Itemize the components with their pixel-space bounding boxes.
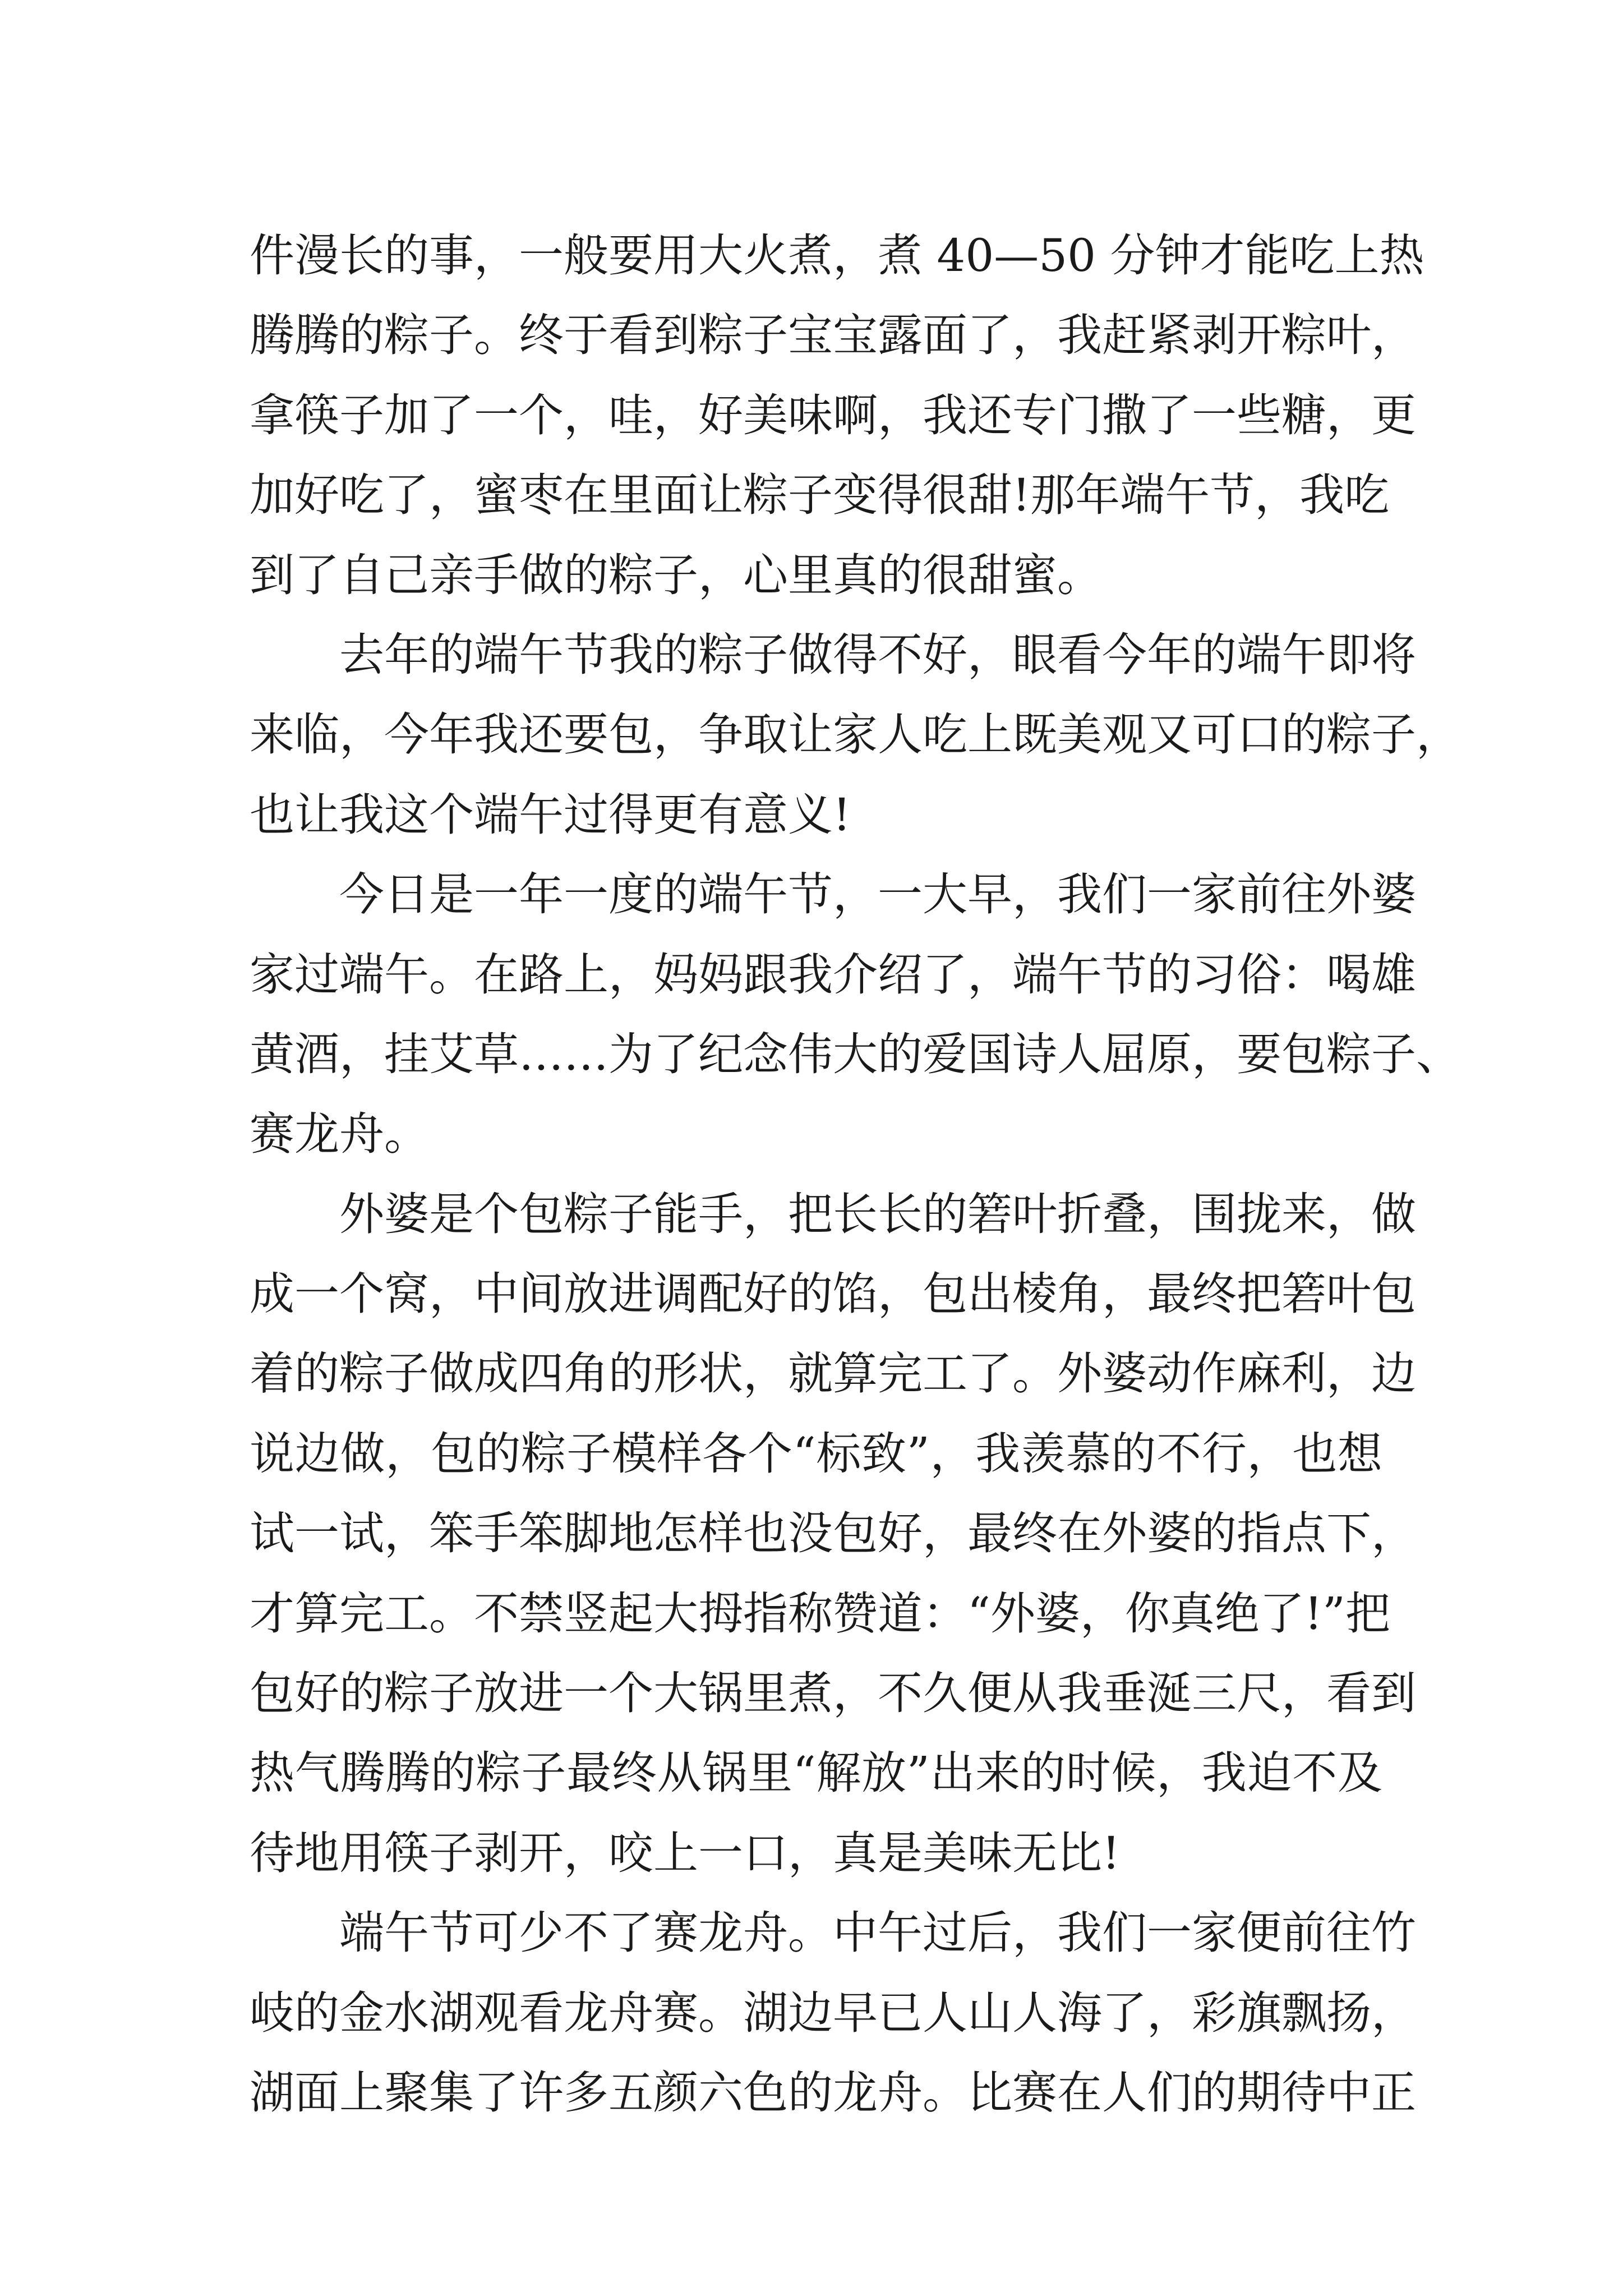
text-line: 也让我这个端午过得更有意义!: [250, 788, 851, 841]
paragraph: [250, 1175, 1416, 1894]
paragraph: [250, 216, 1424, 615]
paragraph: [250, 855, 1461, 1175]
text-line: 黄酒，挂艾草……为了纪念伟大的爱国诗人屈原，要包粽子、: [250, 1028, 1461, 1080]
text-line: 外婆是个包粽子能手，把长长的箬叶折叠，围拢来，做: [339, 1188, 1416, 1240]
text-line: 家过端午。在路上，妈妈跟我介绍了，端午节的习俗：喝雄: [250, 948, 1416, 1001]
text-line: 赛龙舟。: [250, 1108, 429, 1161]
text-line: 待地用筷子剥开，咬上一口，真是美味无比!: [250, 1826, 1121, 1879]
paragraph: [250, 615, 1461, 855]
text-line: 去年的端午节我的粽子做得不好，眼看今年的端午即将: [339, 628, 1416, 681]
text-line: 到了自己亲手做的粽子，心里真的很甜蜜。: [250, 549, 1102, 601]
text-line: 说边做，包的粽子模样各个“标致”，我羡慕的不行，也想: [250, 1427, 1382, 1480]
text-line: 端午节可少不了赛龙舟。中午过后，我们一家便前往竹: [339, 1907, 1416, 1959]
text-line: 热气腾腾的粽子最终从锅里“解放”出来的时候，我迫不及: [250, 1747, 1382, 1800]
text-line: 来临，今年我还要包，争取让家人吃上既美观又可口的粽子，: [250, 708, 1461, 761]
paragraph: [250, 1893, 1416, 2133]
text-line: 湖面上聚集了许多五颜六色的龙舟。比赛在人们的期待中正: [250, 2066, 1416, 2119]
text-line: 岐的金水湖观看龙舟赛。湖边早已人山人海了，彩旗飘扬，: [250, 1986, 1416, 2039]
text-line: 件漫长的事，一般要用大火煮，煮 40—50 分钟才能吃上热: [250, 229, 1424, 282]
text-line: 成一个窝，中间放进调配好的馅，包出棱角，最终把箬叶包: [250, 1268, 1416, 1320]
text-line: 着的粽子做成四角的形状，就算完工了。外婆动作麻利，边: [250, 1347, 1416, 1400]
body-text: [250, 216, 1461, 2133]
text-line: 腾腾的粽子。终于看到粽子宝宝露面了，我赶紧剥开粽叶，: [250, 309, 1416, 362]
text-line: 今日是一年一度的端午节，一大早，我们一家前往外婆: [339, 868, 1416, 921]
text-line: 试一试，笨手笨脚地怎样也没包好，最终在外婆的指点下，: [250, 1507, 1416, 1560]
text-line: 才算完工。不禁竖起大拇指称赞道：“外婆，你真绝了!”把: [250, 1587, 1390, 1640]
text-line: 加好吃了，蜜枣在里面让粽子变得很甜!那年端午节，我吃: [250, 469, 1390, 522]
text-line: 包好的粽子放进一个大锅里煮，不久便从我垂涎三尺，看到: [250, 1667, 1416, 1720]
text-line: 拿筷子加了一个，哇，好美味啊，我还专门撒了一些糖，更: [250, 389, 1416, 441]
